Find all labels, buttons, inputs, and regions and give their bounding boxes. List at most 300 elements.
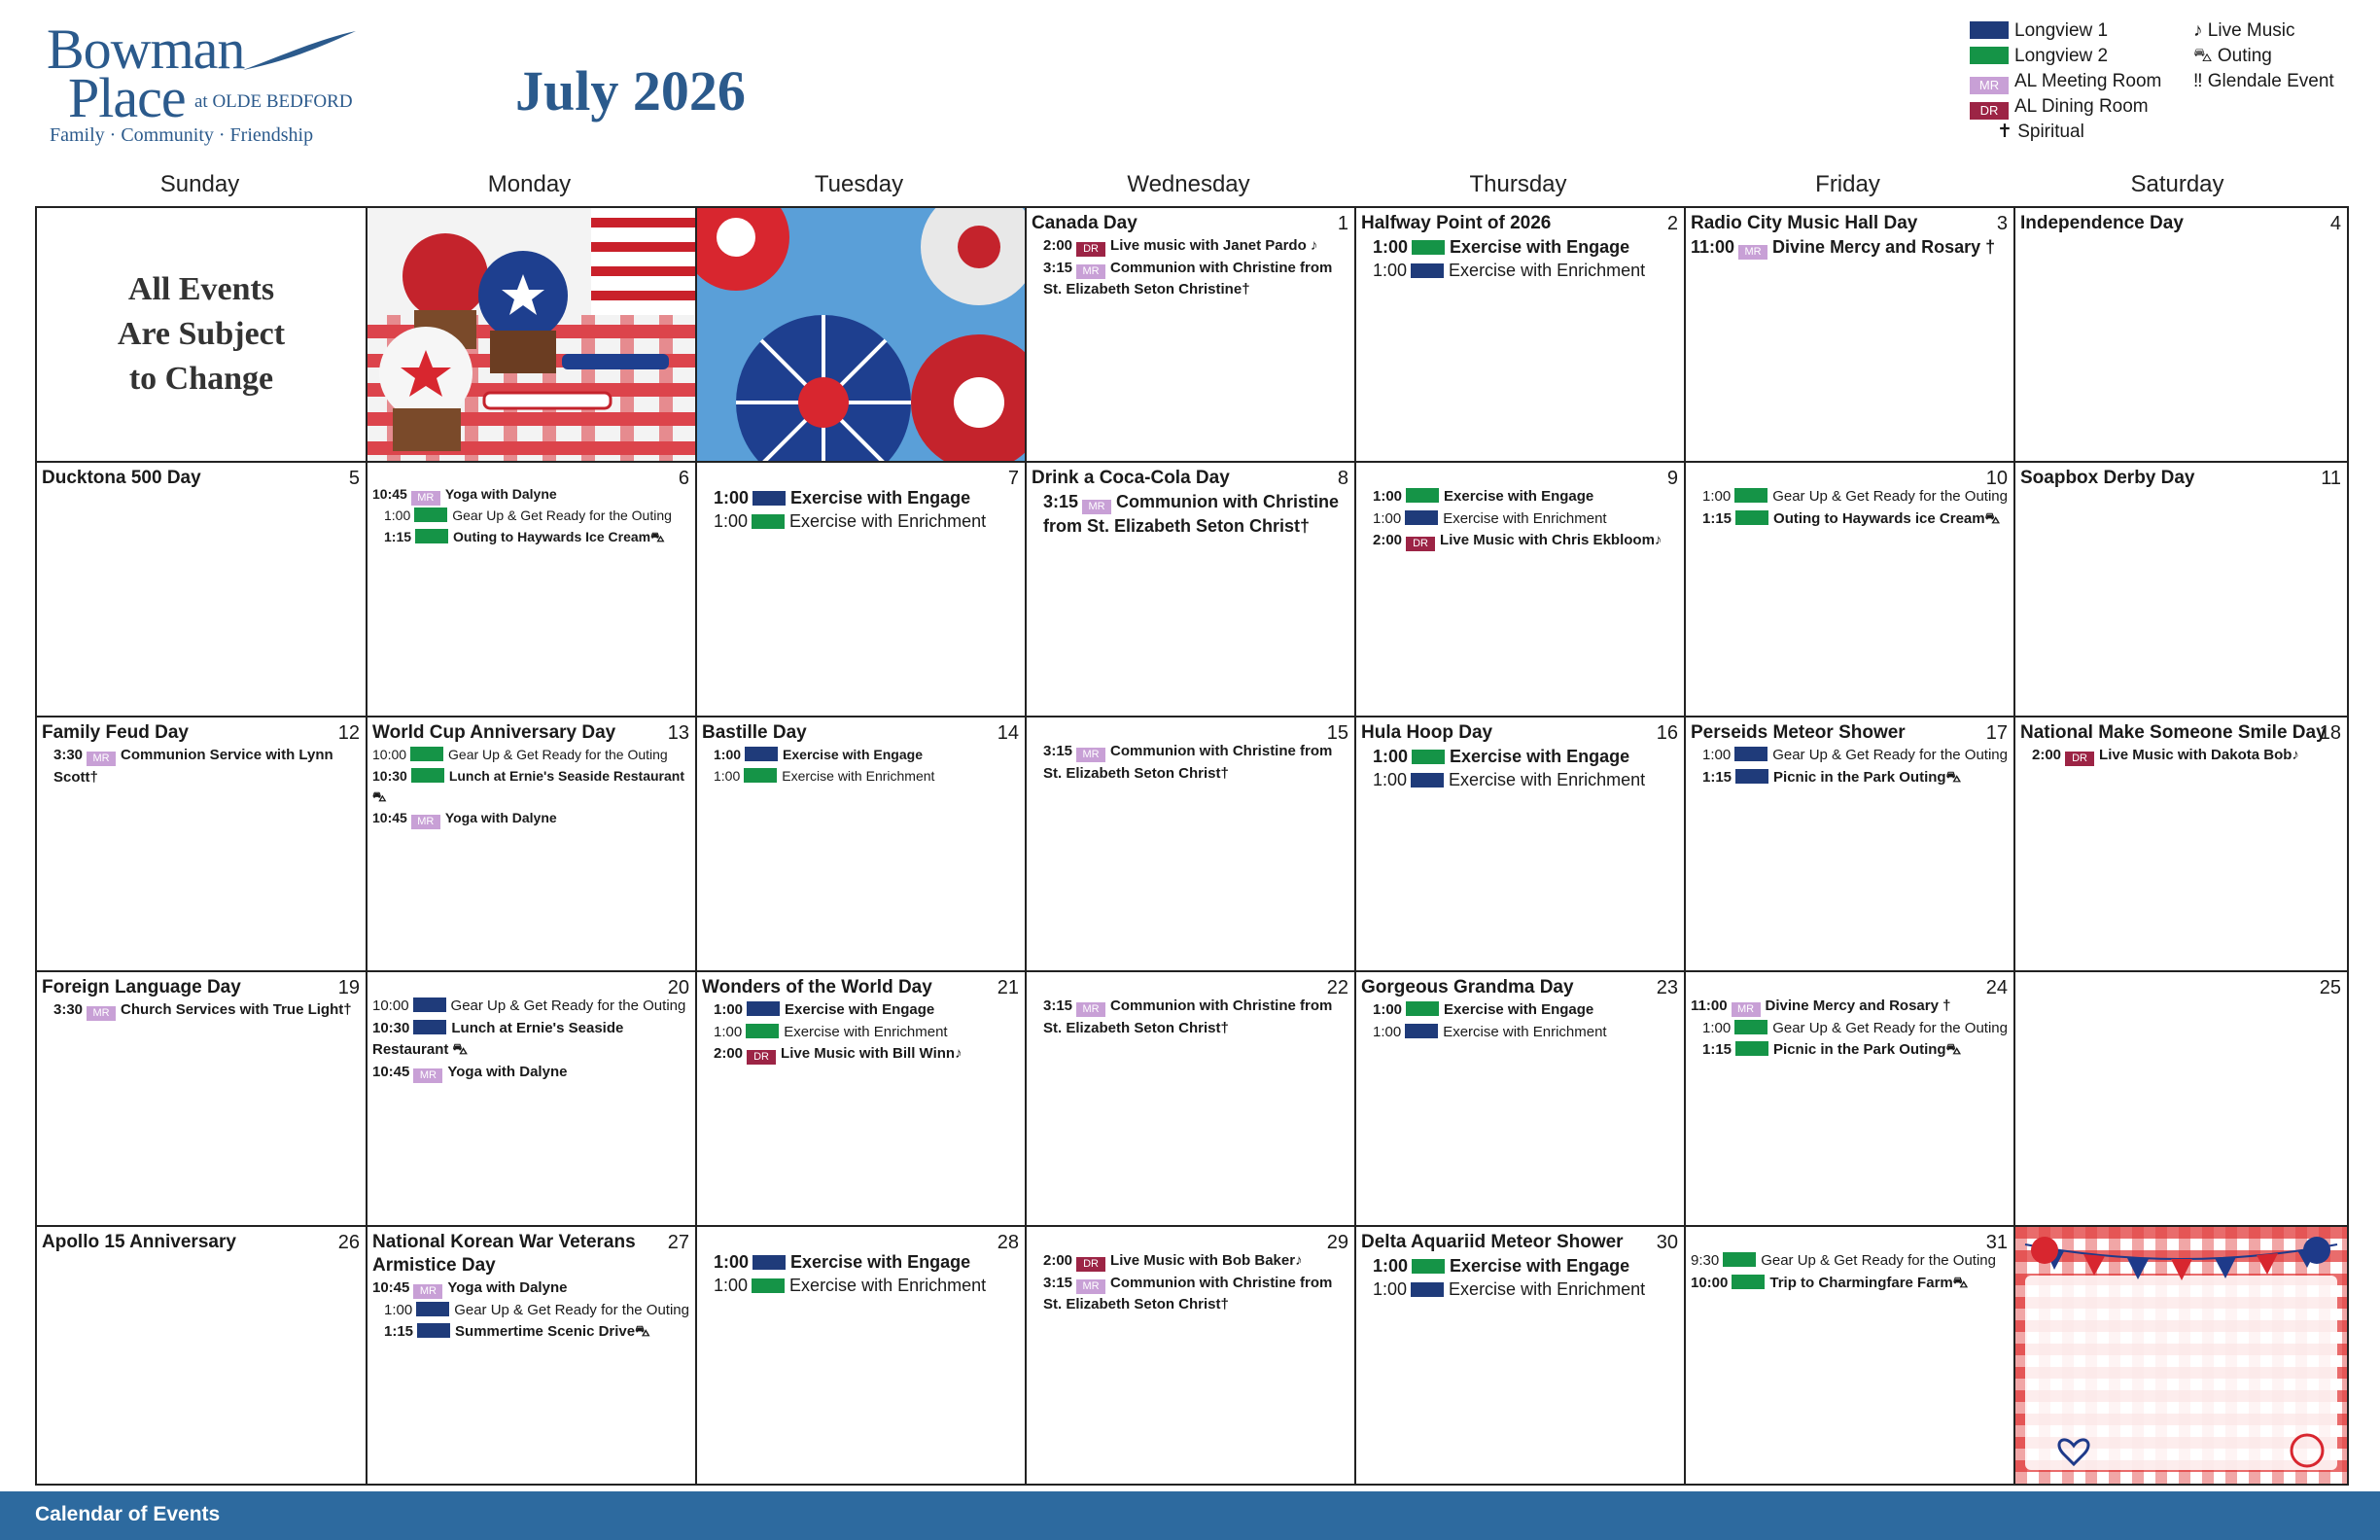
- day-number: 1: [1337, 213, 1348, 234]
- event-name: Live Music with Dakota Bob♪: [2099, 747, 2299, 763]
- event-time: 10:30: [372, 1019, 410, 1036]
- longview1-badge: [1411, 1282, 1444, 1297]
- event-item: [1361, 530, 1678, 552]
- day-title: Hula Hoop Day: [1361, 722, 1493, 743]
- bus-icon: ⛍: [2193, 46, 2218, 66]
- event-name: Exercise with Enrichment: [1443, 1023, 1607, 1040]
- event-item: [372, 766, 689, 808]
- day-cell-31: [1686, 1227, 2015, 1484]
- day-number: 25: [2319, 977, 2341, 998]
- longview1-badge: [1405, 510, 1438, 525]
- logo-tagline: Family · Community · Friendship: [50, 124, 314, 146]
- legend-live-music: [2193, 19, 2295, 43]
- event-time: 1:00: [1373, 261, 1408, 280]
- event-item: [372, 808, 689, 829]
- event-name: Gear Up & Get Ready for the Outing: [452, 508, 672, 523]
- event-time: 1:00: [1702, 1019, 1732, 1036]
- event-time: 1:00: [714, 1276, 749, 1295]
- event-item: [372, 506, 689, 527]
- event-time: 1:00: [714, 1252, 750, 1272]
- longview2-badge: [1734, 1020, 1768, 1034]
- event-name: Yoga with Dalyne: [447, 1279, 568, 1296]
- event-item: [372, 1062, 689, 1084]
- event-name: Exercise with Engage: [790, 1252, 971, 1272]
- event-time: 3:15: [1043, 998, 1073, 1014]
- al-meeting-badge: MR: [1738, 245, 1768, 260]
- event-item: [1361, 1278, 1678, 1301]
- al-meeting-badge: MR: [1076, 264, 1105, 279]
- event-time: 1:00: [714, 1001, 744, 1018]
- legend-longview1: [1970, 19, 2108, 43]
- day-title: Bastille Day: [702, 722, 807, 743]
- day-cell-16: [1356, 718, 1686, 972]
- day-number: 24: [1985, 977, 2008, 998]
- longview1-badge: [1411, 773, 1444, 788]
- event-time: 3:15: [1043, 492, 1079, 511]
- event-time: 1:00: [1702, 488, 1732, 505]
- event-item: [1032, 258, 1348, 301]
- birthday-background: [2015, 1227, 2347, 1484]
- day-cell-28: [697, 1227, 1027, 1484]
- day-number: 2: [1666, 213, 1678, 234]
- logo-name-line1: Bowman: [47, 18, 245, 81]
- event-name: Yoga with Dalyne: [444, 486, 557, 502]
- event-time: 1:00: [1373, 488, 1403, 505]
- day-cell-15: [1027, 718, 1356, 972]
- event-time: 3:15: [1043, 1274, 1073, 1291]
- event-time: 1:00: [1373, 1256, 1409, 1276]
- day-number: 7: [1007, 468, 1019, 489]
- day-number: 26: [337, 1232, 360, 1253]
- event-time: 1:00: [1373, 747, 1409, 766]
- event-item: [372, 1300, 689, 1322]
- cupcakes-photo: [368, 208, 697, 463]
- day-cell-5: [37, 463, 368, 718]
- day-number: 31: [1985, 1232, 2008, 1253]
- notice-cell: [37, 208, 368, 463]
- event-item: [1691, 1250, 2008, 1273]
- event-name: Exercise with Engage: [785, 1001, 935, 1018]
- day-cell-7: [697, 463, 1027, 718]
- day-title: Wonders of the World Day: [702, 977, 932, 998]
- day-number: 12: [337, 722, 360, 744]
- subject-to-change-notice: [37, 208, 366, 461]
- day-cell-11: [2015, 463, 2347, 718]
- event-name: Exercise with Enrichment: [1449, 770, 1646, 789]
- event-name: Communion with Christine from St. Elizabeth Seton Christ†: [1043, 998, 1333, 1036]
- event-item: [372, 527, 689, 548]
- event-name: Picnic in the Park Outing⛍: [1773, 768, 1962, 786]
- event-name: Trip to Charmingfare Farm⛍: [1769, 1274, 1969, 1291]
- longview2-badge: [746, 1024, 779, 1038]
- event-name: Exercise with Engage: [1450, 237, 1630, 257]
- day-title: Independence Day: [2020, 213, 2184, 233]
- event-name: Exercise with Engage: [1444, 488, 1594, 505]
- event-name: Communion with Christine from St. Elizabeth Seton Christine†: [1043, 259, 1333, 298]
- longview1-badge: [747, 1001, 780, 1016]
- event-name: Exercise with Enrichment: [1449, 1279, 1646, 1299]
- day-cell-13: [368, 718, 697, 972]
- event-name: Exercise with Enrichment: [789, 511, 987, 531]
- event-name: Lunch at Ernie's Seaside Restaurant ⛍: [372, 1019, 624, 1058]
- event-time: 1:00: [384, 1301, 413, 1318]
- event-item: [42, 745, 360, 788]
- event-time: 1:15: [384, 1323, 414, 1340]
- event-item: [1361, 235, 1678, 259]
- event-item: [1361, 486, 1678, 508]
- legend-al-dining-label: AL Dining Room: [2014, 96, 2149, 117]
- logo-name-suffix: at OLDE BEDFORD: [194, 91, 353, 112]
- longview1-badge: [417, 1323, 450, 1338]
- day-title: Canada Day: [1032, 213, 1138, 233]
- al-dining-badge: DR: [1076, 242, 1105, 257]
- longview1-badge: [416, 1302, 449, 1316]
- event-name: Lunch at Ernie's Seaside Restaurant ⛍: [372, 767, 684, 804]
- event-item: [1032, 1273, 1348, 1316]
- day-number: 8: [1337, 468, 1348, 489]
- al-meeting-swatch: MR: [1970, 77, 2009, 94]
- day-title: Soapbox Derby Day: [2020, 468, 2195, 488]
- event-item: [1361, 259, 1678, 282]
- longview2-badge: [411, 768, 444, 783]
- day-number: 15: [1326, 722, 1348, 744]
- event-item: [1032, 741, 1348, 785]
- legend-outing-label: Outing: [2217, 46, 2272, 66]
- event-time: 2:00: [1043, 237, 1073, 254]
- legend-outing: [2193, 45, 2272, 68]
- day-title: World Cup Anniversary Day: [372, 722, 616, 743]
- event-time: 1:00: [714, 511, 749, 531]
- event-time: 2:00: [2032, 747, 2062, 763]
- al-meeting-badge: MR: [411, 491, 440, 506]
- legend-glendale-label: Glendale Event: [2207, 71, 2334, 91]
- day-title: Perseids Meteor Shower: [1691, 722, 1906, 743]
- event-time: 3:15: [1043, 259, 1073, 276]
- day-cell-26: [37, 1227, 368, 1484]
- event-name: Gear Up & Get Ready for the Outing: [450, 998, 686, 1014]
- calendar-grid: [35, 206, 2349, 1486]
- day-cell-9: [1356, 463, 1686, 718]
- event-item: [1691, 508, 2008, 531]
- al-meeting-badge: MR: [413, 1068, 442, 1083]
- event-time: 1:00: [1702, 747, 1732, 763]
- event-name: Exercise with Enrichment: [789, 1276, 987, 1295]
- event-time: 2:00: [1043, 1252, 1073, 1269]
- day-cell-6: [368, 463, 697, 718]
- event-time: 10:45: [372, 809, 407, 825]
- event-time: 1:00: [714, 767, 741, 784]
- al-dining-badge: DR: [2065, 752, 2094, 766]
- music-note-icon: ♪: [2193, 20, 2208, 41]
- event-time: 1:00: [1373, 1001, 1403, 1018]
- event-time: 10:45: [372, 1063, 410, 1080]
- day-number: 11: [2321, 468, 2341, 489]
- calendar-header: [0, 0, 2380, 204]
- day-title: National Make Someone Smile Day: [2020, 722, 2327, 743]
- day-title: Family Feud Day: [42, 722, 189, 743]
- legend-spiritual-label: Spiritual: [2017, 122, 2084, 142]
- day-title: Halfway Point of 2026: [1361, 213, 1552, 233]
- event-time: 1:15: [384, 528, 412, 544]
- day-cell-10: [1686, 463, 2015, 718]
- cupcakes-image: [368, 208, 695, 461]
- month-title: July 2026: [515, 59, 746, 122]
- event-time: 10:45: [372, 486, 407, 502]
- event-time: 9:30: [1691, 1252, 1720, 1269]
- day-cell-17: [1686, 718, 2015, 972]
- day-cell-25: [2015, 972, 2347, 1227]
- event-item: [42, 999, 360, 1022]
- paper-fans-image: [697, 208, 1025, 461]
- event-item: [1032, 235, 1348, 258]
- event-item: [702, 1022, 1019, 1044]
- legend-longview2-label: Longview 2: [2014, 46, 2109, 66]
- event-item: [1361, 768, 1678, 791]
- al-dining-badge: DR: [747, 1050, 776, 1065]
- longview1-badge: [1405, 1024, 1438, 1038]
- event-item: [372, 484, 689, 506]
- day-title: Gorgeous Grandma Day: [1361, 977, 1574, 998]
- event-item: [1361, 745, 1678, 768]
- event-item: [1361, 1254, 1678, 1278]
- day-cell-18: [2015, 718, 2347, 972]
- event-time: 1:00: [714, 1023, 743, 1040]
- event-name: Divine Mercy and Rosary †: [1772, 237, 1996, 257]
- longview2-badge: [1734, 488, 1768, 503]
- event-name: Church Services with True Light†: [121, 1001, 352, 1018]
- event-name: Live Music with Bob Baker♪: [1110, 1252, 1303, 1269]
- event-name: Live music with Janet Pardo ♪: [1110, 237, 1318, 254]
- glasses-icon: ‼: [2193, 71, 2208, 91]
- longview2-badge: [1723, 1252, 1756, 1267]
- event-name: Gear Up & Get Ready for the Outing: [1772, 1019, 2008, 1036]
- longview2-badge: [1412, 240, 1445, 255]
- longview1-badge: [745, 747, 778, 761]
- day-number: 13: [667, 722, 689, 744]
- event-item: [702, 509, 1019, 533]
- longview2-badge: [1406, 1001, 1439, 1016]
- legend-longview1-label: Longview 1: [2014, 20, 2109, 41]
- longview2-badge: [1735, 510, 1768, 525]
- day-number: 14: [997, 722, 1019, 744]
- event-item: [1032, 996, 1348, 1039]
- event-item: [1361, 1022, 1678, 1044]
- event-time: 10:30: [372, 767, 407, 784]
- event-item: [372, 996, 689, 1018]
- event-time: 2:00: [714, 1045, 744, 1062]
- longview1-swatch: [1970, 21, 2009, 39]
- day-title: Foreign Language Day: [42, 977, 241, 998]
- day-number: 22: [1326, 977, 1348, 998]
- event-name: Exercise with Enrichment: [782, 767, 935, 784]
- event-item: [702, 1274, 1019, 1297]
- longview2-badge: [1412, 1259, 1445, 1274]
- cross-icon: ✝: [1997, 122, 2018, 142]
- event-item: [2020, 745, 2341, 767]
- day-number: 3: [1996, 213, 2008, 234]
- longview2-badge: [1735, 1041, 1768, 1056]
- day-title: Delta Aquariid Meteor Shower: [1361, 1232, 1624, 1252]
- day-number: 20: [667, 977, 689, 998]
- event-name: Exercise with Engage: [1444, 1001, 1594, 1018]
- event-name: Communion with Christine from St. Elizabeth Seton Christ†: [1043, 492, 1340, 536]
- day-number: 6: [678, 468, 689, 489]
- al-dining-badge: DR: [1076, 1257, 1105, 1272]
- event-item: [1691, 1018, 2008, 1040]
- day-cell-29: [1027, 1227, 1356, 1484]
- event-item: [372, 1018, 689, 1062]
- event-time: 1:15: [1702, 509, 1732, 527]
- day-cell-4: [2015, 208, 2347, 463]
- longview2-swatch: [1970, 47, 2009, 64]
- day-cell-23: [1356, 972, 1686, 1227]
- al-meeting-badge: MR: [87, 1006, 116, 1021]
- al-meeting-badge: MR: [411, 815, 440, 829]
- event-item: [1361, 508, 1678, 531]
- event-time: 3:30: [53, 1001, 84, 1018]
- event-item: [372, 1278, 689, 1300]
- weekday-wednesday: Wednesday: [1127, 171, 1250, 197]
- event-item: [1691, 996, 2008, 1018]
- legend-al-dining: [1970, 95, 2149, 120]
- longview1-badge: [752, 1255, 786, 1270]
- day-title: Drink a Coca-Cola Day: [1032, 468, 1230, 488]
- weekday-friday: Friday: [1815, 171, 1880, 197]
- day-cell-14: [697, 718, 1027, 972]
- al-meeting-badge: MR: [1076, 748, 1105, 762]
- longview1-badge: [1411, 263, 1444, 278]
- notice-line2: Are Subject: [117, 316, 286, 352]
- day-title: Radio City Music Hall Day: [1691, 213, 1918, 233]
- event-item: [702, 745, 1019, 766]
- day-number: 19: [337, 977, 360, 998]
- event-name: Yoga with Dalyne: [444, 809, 557, 825]
- event-name: Gear Up & Get Ready for the Outing: [454, 1301, 689, 1318]
- legend-al-meeting: [1970, 70, 2161, 94]
- day-cell-12: [37, 718, 368, 972]
- event-name: Gear Up & Get Ready for the Outing: [1761, 1252, 1996, 1269]
- legend-al-meeting-label: AL Meeting Room: [2014, 71, 2162, 91]
- event-time: 1:00: [714, 747, 742, 762]
- day-title: Apollo 15 Anniversary: [42, 1232, 236, 1252]
- day-cell-1: [1027, 208, 1356, 463]
- longview1-badge: [752, 491, 786, 506]
- event-time: 1:00: [384, 508, 411, 523]
- longview1-badge: [1735, 769, 1768, 784]
- event-item: [1032, 1250, 1348, 1273]
- weekday-monday: Monday: [487, 171, 572, 197]
- day-number: 17: [1985, 722, 2008, 744]
- day-title: Ducktona 500 Day: [42, 468, 201, 488]
- event-name: Gear Up & Get Ready for the Outing: [1772, 488, 2008, 505]
- day-number: 29: [1326, 1232, 1348, 1253]
- event-name: Communion with Christine from St. Elizabeth Seton Christ†: [1043, 1274, 1333, 1312]
- event-time: 1:00: [1373, 509, 1402, 527]
- longview1-badge: [1734, 747, 1768, 761]
- event-item: [372, 745, 689, 766]
- legend-glendale: [2193, 70, 2334, 93]
- day-number: 16: [1656, 722, 1678, 744]
- event-name: Divine Mercy and Rosary †: [1765, 998, 1951, 1014]
- event-name: Exercise with Enrichment: [1443, 509, 1607, 527]
- al-meeting-badge: MR: [1076, 1002, 1105, 1017]
- al-meeting-badge: MR: [1732, 1002, 1761, 1017]
- day-cell-3: [1686, 208, 2015, 463]
- event-time: 2:00: [1373, 532, 1403, 548]
- event-name: Exercise with Engage: [1450, 747, 1630, 766]
- birthday-cell: [2015, 1227, 2347, 1484]
- swoosh-icon: [241, 27, 358, 76]
- day-number: 5: [348, 468, 360, 489]
- longview2-badge: [410, 747, 443, 761]
- event-name: Exercise with Enrichment: [784, 1023, 948, 1040]
- day-number: 27: [667, 1232, 689, 1253]
- event-time: 1:15: [1702, 1041, 1732, 1058]
- longview2-badge: [415, 529, 448, 543]
- event-name: Summertime Scenic Drive⛍: [455, 1323, 650, 1340]
- longview1-badge: [413, 1020, 446, 1034]
- event-time: 1:00: [1373, 770, 1408, 789]
- event-name: Live Music with Bill Winn♪: [781, 1045, 962, 1062]
- longview2-badge: [414, 508, 447, 522]
- fans-photo: [697, 208, 1027, 463]
- legend-live-music-label: Live Music: [2207, 20, 2295, 41]
- logo-name-line2: Place: [68, 66, 186, 129]
- event-name: Communion with Christine from St. Elizabeth Seton Christ†: [1043, 743, 1333, 782]
- legend: [1970, 19, 2368, 146]
- event-name: Exercise with Engage: [1450, 1256, 1630, 1276]
- event-name: Exercise with Engage: [783, 747, 923, 762]
- event-time: 10:00: [372, 998, 409, 1014]
- longview2-badge: [1406, 488, 1439, 503]
- day-number: 30: [1656, 1232, 1678, 1253]
- longview2-badge: [752, 514, 785, 529]
- day-cell-20: [368, 972, 697, 1227]
- weekday-saturday: Saturday: [2130, 171, 2224, 197]
- day-number: 23: [1656, 977, 1678, 998]
- weekday-thursday: Thursday: [1469, 171, 1567, 197]
- al-meeting-badge: MR: [413, 1284, 442, 1299]
- day-cell-19: [37, 972, 368, 1227]
- al-dining-badge: DR: [1406, 537, 1435, 551]
- event-time: 3:15: [1043, 743, 1073, 759]
- event-item: [372, 1321, 689, 1344]
- day-number: 9: [1666, 468, 1678, 489]
- day-number: 28: [997, 1232, 1019, 1253]
- event-item: [702, 999, 1019, 1022]
- longview2-badge: [1732, 1275, 1765, 1289]
- notice-line3: to Change: [128, 361, 274, 397]
- weekday-sunday: Sunday: [159, 171, 240, 197]
- longview2-badge: [1412, 750, 1445, 764]
- event-time: 1:00: [1373, 1023, 1402, 1040]
- event-time: 1:00: [1373, 237, 1409, 257]
- al-meeting-badge: MR: [87, 752, 116, 766]
- footer-label: Calendar of Events: [35, 1503, 221, 1525]
- event-item: [702, 486, 1019, 509]
- longview2-badge: [752, 1278, 785, 1293]
- legend-spiritual: [1997, 121, 2084, 144]
- day-cell-21: [697, 972, 1027, 1227]
- event-item: [1361, 999, 1678, 1022]
- day-cell-8: [1027, 463, 1356, 718]
- weekday-tuesday: Tuesday: [814, 171, 904, 197]
- event-name: Gear Up & Get Ready for the Outing: [1772, 747, 2008, 763]
- event-item: [1691, 1273, 2008, 1295]
- event-item: [1691, 486, 2008, 508]
- event-name: Gear Up & Get Ready for the Outing: [448, 747, 668, 762]
- event-time: 10:00: [1691, 1274, 1729, 1291]
